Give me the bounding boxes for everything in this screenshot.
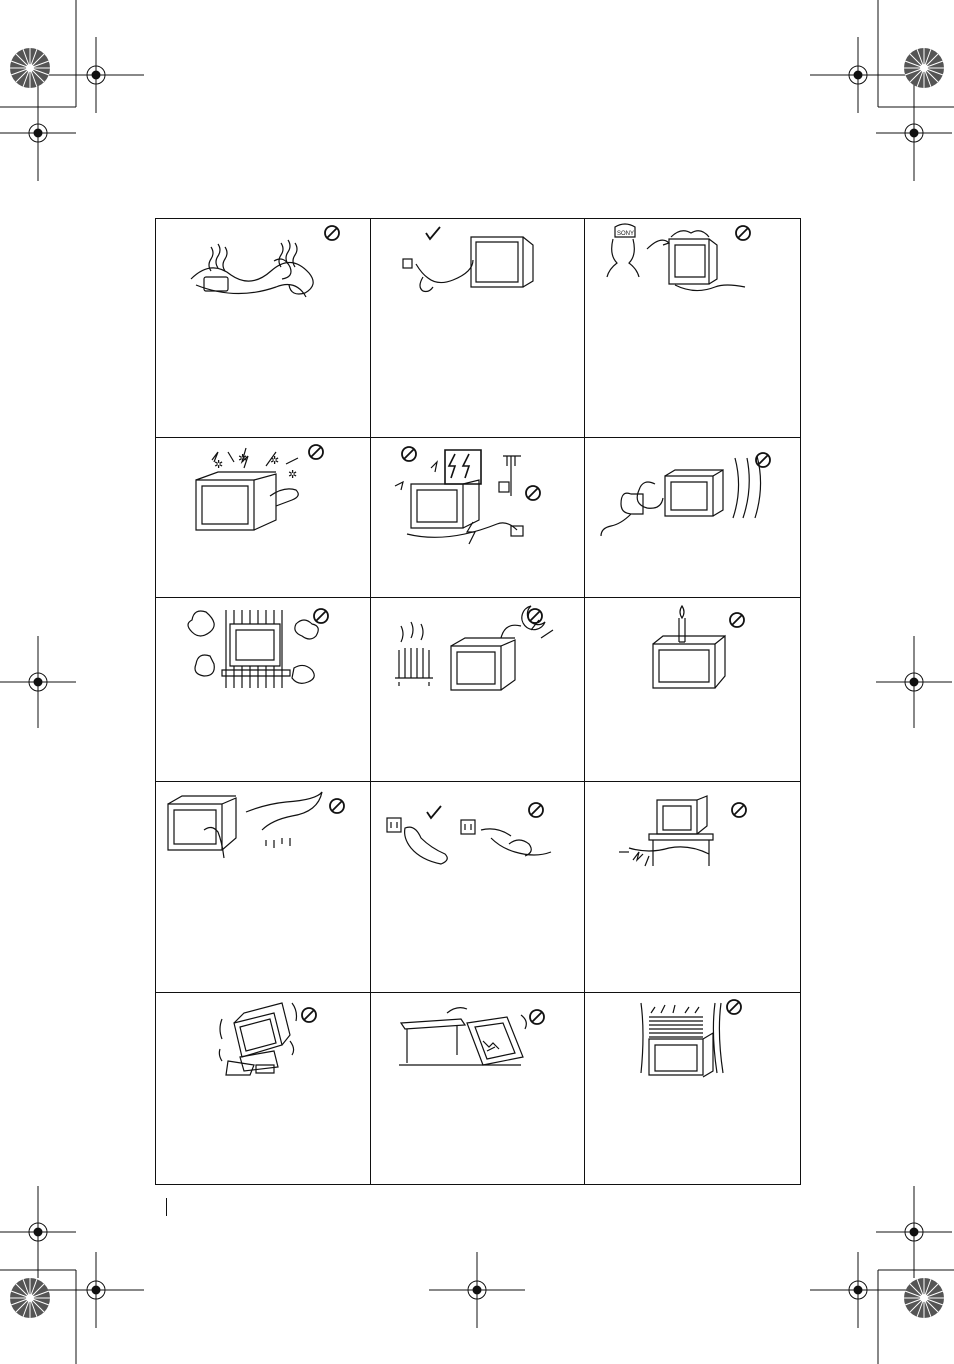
cell-cord-damage	[585, 782, 801, 993]
cell-lightning	[371, 438, 585, 598]
checkmark-icon	[427, 806, 441, 818]
tv-illustration	[219, 1003, 296, 1075]
cell-cleaning	[156, 782, 371, 993]
prohibition-icon	[736, 226, 750, 240]
falling-tv-illustration	[399, 1008, 526, 1065]
cell-falling	[371, 993, 585, 1185]
safety-illustration-grid	[155, 218, 801, 1185]
svg-text:✲: ✲	[270, 454, 280, 467]
prohibition-icon	[528, 609, 542, 623]
prohibition-icon	[314, 609, 328, 623]
tv-illustration	[403, 237, 533, 292]
svg-text:✲: ✲	[214, 458, 224, 471]
grid-row	[156, 438, 801, 598]
tv-cleaning-illustration	[168, 792, 322, 858]
page-number-rule	[166, 1198, 167, 1216]
cell-objects-on-top	[585, 993, 801, 1185]
tv-stand-illustration	[619, 796, 713, 866]
prohibition-icon	[732, 803, 746, 817]
service-illustration	[607, 224, 745, 291]
prohibition-icon	[302, 1008, 316, 1022]
prohibition-icon	[529, 803, 543, 817]
prohibition-icon	[402, 447, 416, 461]
grid-row	[156, 993, 801, 1185]
cell-unstable	[156, 993, 371, 1185]
prohibition-icon	[530, 1010, 544, 1024]
svg-text:SONY: SONY	[617, 231, 635, 237]
cell-cord-heat	[156, 219, 371, 438]
cell-opening-objects	[156, 438, 371, 598]
prohibition-icon	[309, 445, 323, 459]
cord-illustration	[191, 240, 313, 297]
cell-ventilation	[156, 598, 371, 782]
plug-illustration	[387, 818, 551, 864]
svg-text:✲: ✲	[238, 452, 248, 465]
grid-row	[156, 782, 801, 993]
svg-text:✲: ✲	[288, 468, 298, 481]
tv-illustration	[395, 450, 523, 544]
cell-plug-in	[371, 219, 585, 438]
prohibition-icon	[730, 613, 744, 627]
tv-candle-illustration	[653, 606, 725, 688]
grid-row	[156, 219, 801, 438]
tv-books-illustration	[641, 1003, 723, 1077]
prohibition-icon	[727, 1000, 741, 1014]
cell-service	[585, 219, 801, 438]
prohibition-icon	[325, 226, 339, 240]
tv-illustration	[188, 610, 318, 688]
cell-heat-sun	[371, 598, 585, 782]
cell-candle	[585, 598, 801, 782]
tv-illustration	[601, 456, 761, 536]
prohibition-icon	[330, 799, 344, 813]
prohibition-icon	[526, 486, 540, 500]
cell-steam	[585, 438, 801, 598]
cell-unplug	[371, 782, 585, 993]
checkmark-icon	[426, 227, 440, 239]
grid-row	[156, 598, 801, 782]
